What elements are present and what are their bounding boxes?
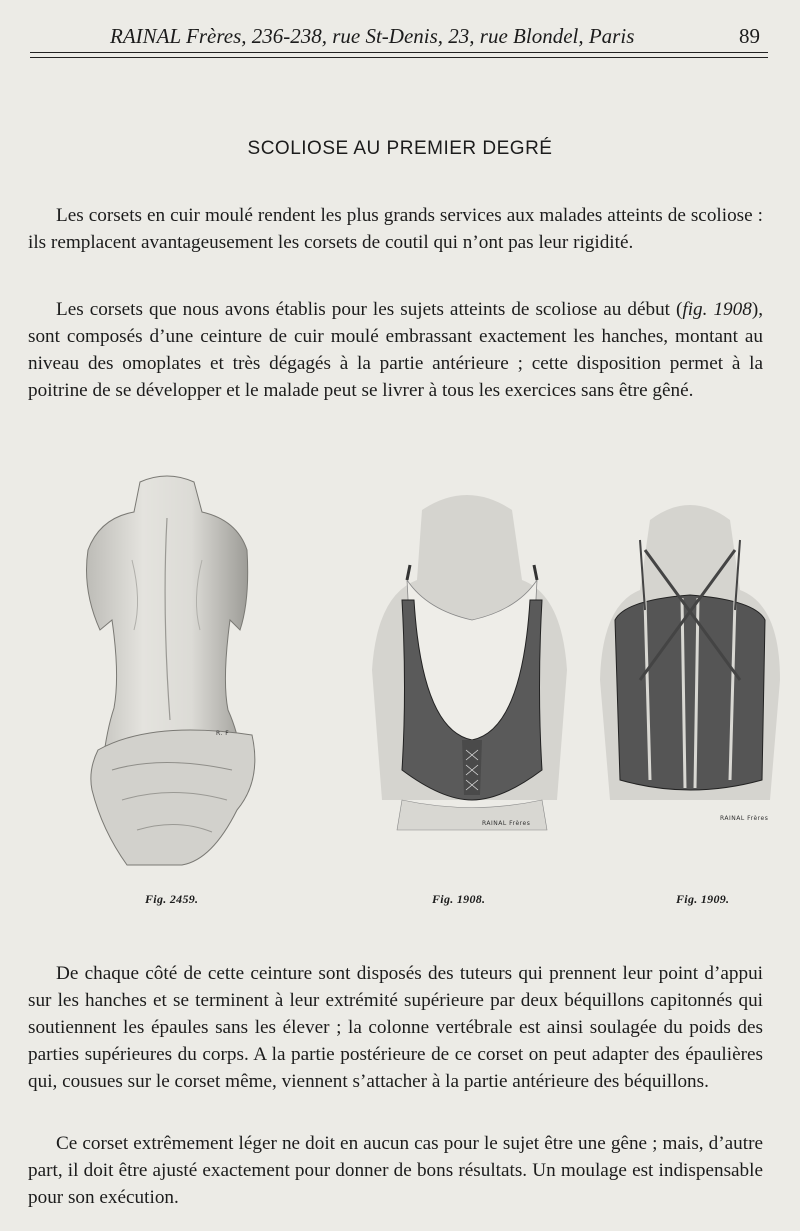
figure-reference: fig. 1908 <box>682 299 752 320</box>
figure-2459-caption: Fig. 2459. <box>145 892 199 906</box>
header-rule-bottom <box>30 57 768 58</box>
figure-1908-signature: RAINAL Frères <box>482 820 531 827</box>
paragraph-2-start: Les corsets que nous avons établis pour les sujets atteints de scoliose au début ( <box>56 299 683 320</box>
paragraph-3: De chaque côté de cette ceinture sont disposés des tuteurs qui prennent leur point d’appui sur les hanches et se terminent à leur extrémité supérieure par deux béquillons capitonnés qui soutiennent les épaules sans les élever ; la colonne vertébrale est ainsi soulagée du poids des parties supérieures du corps. A la partie postérieure de ce corset on peut adapter des épaulières qui, cousues sur le corset même, viennent s’attacher à la partie antérieure des béquillons. <box>28 963 763 1092</box>
figure-1909-corset-back <box>590 480 790 840</box>
figure-1908-caption: Fig. 1908. <box>432 892 486 906</box>
figure-1909-signature: RAINAL Frères <box>720 815 769 822</box>
paragraph-1: Les corsets en cuir moulé rendent les plus grands services aux malades atteints de scoliose : ils remplacent avantageusement les corsets de coutil qui n’ont pas leur rigidité. <box>28 205 763 253</box>
running-title: RAINAL Frères, 236-238, rue St-Denis, 23, rue Blondel, Paris <box>110 24 635 48</box>
paragraph-4: Ce corset extrêmement léger ne doit en aucun cas pour le sujet être une gêne ; mais, d’autre part, il doit être ajusté exactement pour donner de bons résultats. Un moulage est indispensable pour son exécution. <box>28 1133 763 1208</box>
figure-2459-signature: R. F <box>216 730 230 737</box>
figure-1908-corset-front <box>362 470 572 840</box>
header-rule-top <box>30 52 768 53</box>
figure-1909-caption: Fig. 1909. <box>676 892 730 906</box>
figure-2459-torso <box>62 470 272 870</box>
section-title: SCOLIOSE AU PREMIER DEGRÉ <box>247 138 553 159</box>
paragraph-2 <box>28 296 763 404</box>
page-number: 89 <box>739 24 760 48</box>
running-header <box>110 24 760 54</box>
paragraph-2-end: ), sont composés d’une ceinture de cuir moulé embrassant exactement les hanches, montant au niveau des omoplates et très dégagés à la partie antérieure ; cette disposition permet à la poitrine de se développer et le malade peut se livrer à tous les exercices sans être gêné. <box>28 299 764 401</box>
